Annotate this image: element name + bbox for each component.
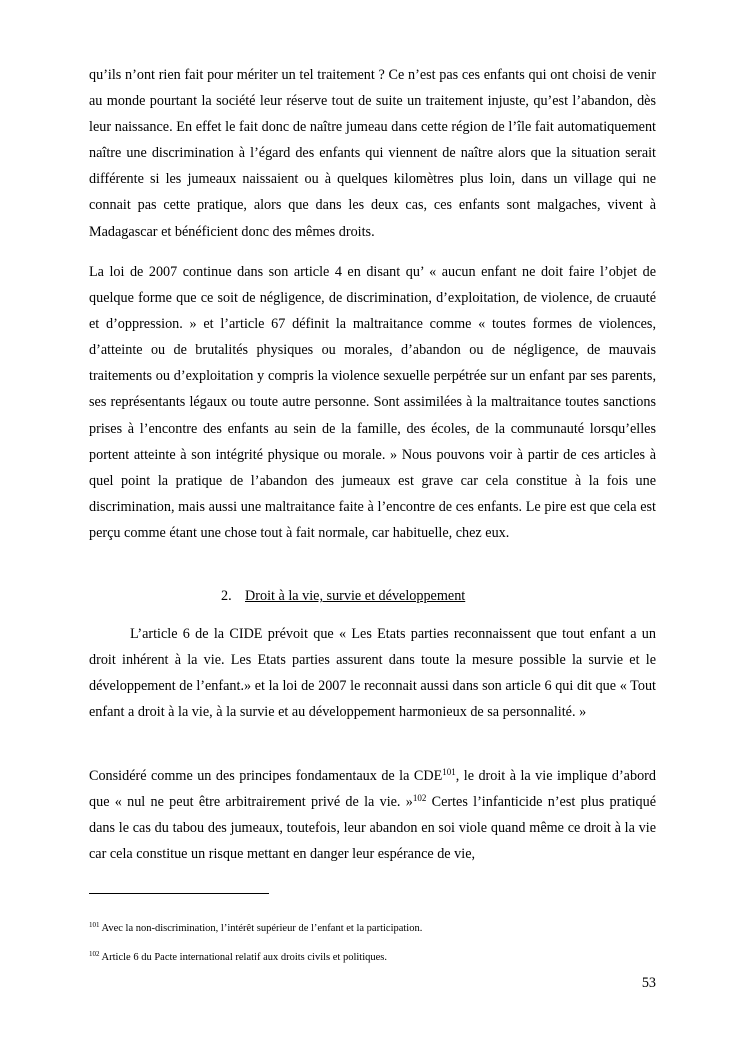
section-number: 2. [221,588,232,604]
body-paragraph [89,763,656,867]
footnote [89,922,689,936]
section-title: Droit à la vie, survie et développement [245,588,466,604]
paragraph-text: , le droit à la vie implique d’abord que « nul ne peut être arbitrairement privé de la vie. » [89,768,656,811]
page-number: 53 [641,975,656,991]
paragraph-text: Considéré comme un des principes fondamentaux de la CDE [89,768,443,784]
footnote-number: 102 [89,950,100,958]
footnote-text: Article 6 du Pacte international relatif aux droits civils et politiques. [99,952,388,963]
footnote-number: 101 [89,921,100,929]
footnote-reference: 102 [412,793,427,804]
footnote [89,951,689,965]
footnote-text: Avec la non-discrimination, l’intérêt supérieur de l’enfant et la participation. [99,923,423,934]
body-paragraph: qu’ils n’ont rien fait pour mériter un tel traitement ? Ce n’est pas ces enfants qui ont choisi de venir au monde pourtant la société leur réserve tout de suite un traitement injuste, qu’est l’abandon, dès leur naissance. En effet le fait donc de naître jumeau dans cette région de l’île fait automatiquement naître une discrimination à l’égard des enfants qui viennent de naître alors que la situation serait différente si les jumeaux naissaient ou à quelques kilomètres plus loin, dans un village qui ne connait pas cette pratique, alors que dans les deux cas, ces enfants sont malgaches, vivent à Madagascar et bénéficient donc des mêmes droits. [89,67,656,240]
paragraph-text: Certes l’infanticide n’est plus pratiqué dans le cas du tabou des jumeaux, toutefois, leur abandon en soi viole quand même ce droit à la vie car cela constitue un risque mettant en danger leur espérance de vie, [89,794,656,863]
footnote-separator [89,893,269,894]
body-paragraph: La loi de 2007 continue dans son article 4 en disant qu’ « aucun enfant ne doit faire l’objet de quelque forme que ce soit de négligence, de discrimination, d’exploitation, de violence, de cruauté et d’oppression. » et l’article 67 définit la maltraitance comme « toutes formes de violences, d’atteinte ou de brutalités physiques ou morales, d’abandon ou de négligence, de mauvais traitements ou d’exploitation y compris la violence sexuelle perpétrée sur un enfant par ses parents, ses représentants légaux ou toute autre personne. Sont assimilées à la maltraitance toutes sanctions prises à l’encontre des enfants au sein de la famille, des écoles, de la communauté lorsqu’elles portent atteinte à son intégrité physique ou morale. » Nous pouvons voir à partir de ces articles à quel point la pratique de l’abandon des jumeaux est grave car cela constitue à la fois une discrimination, mais aussi une maltraitance faite à l’encontre de ces enfants. Le pire est que cela est perçu comme étant une chose tout à fait normale, car habituelle, chez eux. [89,264,656,541]
footnote-reference: 101 [442,767,456,777]
body-paragraph: L’article 6 de la CIDE prévoit que « Les Etats parties reconnaissent que tout enfant a un droit inhérent à la vie. Les Etats parties assurent dans toute la mesure possible la survie et le développement de l’enfant.» et la loi de 2007 le reconnait aussi dans son article 6 qui dit que « Tout enfant a droit à la vie, à la survie et au développement harmonieux de sa personnalité. » [89,626,656,721]
